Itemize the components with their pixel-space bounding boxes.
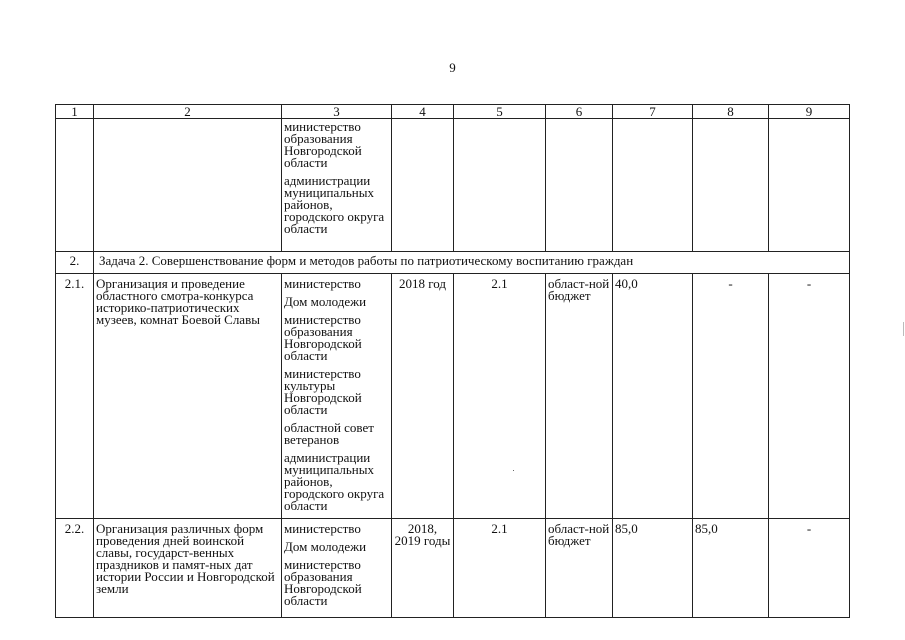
term-cell: 2018, 2019 годы bbox=[392, 519, 454, 618]
task-title bbox=[94, 252, 850, 274]
col-header: 2 bbox=[94, 105, 282, 119]
col-header: 4 bbox=[392, 105, 454, 119]
value-2019: 85,0 bbox=[693, 519, 769, 618]
executors-cell bbox=[282, 519, 392, 618]
value-2018: 40,0 bbox=[613, 274, 693, 519]
cell-empty bbox=[56, 119, 94, 252]
col-header: 8 bbox=[693, 105, 769, 119]
cell-empty bbox=[546, 119, 613, 252]
table-row bbox=[56, 274, 850, 519]
activity-name: Организация различных форм проведения дней воинской славы, государст-венных праздников и памят-ных дат истории России и Новгородской земли bbox=[94, 519, 282, 618]
cell-empty bbox=[613, 119, 693, 252]
target-cell: 2.1 bbox=[454, 519, 546, 618]
target-cell: 2.1 bbox=[454, 274, 546, 519]
table-row bbox=[56, 519, 850, 618]
program-table bbox=[55, 104, 850, 618]
executor: министерство образования Новгородской области bbox=[284, 119, 362, 170]
cell-empty bbox=[392, 119, 454, 252]
executor: министерство bbox=[284, 276, 361, 291]
source-cell: област-ной бюджет bbox=[546, 274, 613, 519]
value-2019: - bbox=[693, 274, 769, 519]
executor: министерство bbox=[284, 521, 361, 536]
row-number: 2.2. bbox=[56, 519, 94, 618]
cell-empty bbox=[693, 119, 769, 252]
col-header: 1 bbox=[56, 105, 94, 119]
activity-name: Организация и проведение областного смотра-конкурса историко-патриотических музеев, комнат Боевой Славы bbox=[94, 274, 282, 519]
task-row bbox=[56, 252, 850, 274]
cell-empty bbox=[94, 119, 282, 252]
header-row bbox=[56, 105, 850, 119]
executor: администрации муниципальных районов, городского округа области bbox=[284, 173, 385, 236]
scan-margin-mark bbox=[903, 322, 904, 336]
row-number: 2.1. bbox=[56, 274, 94, 519]
executor: министерство образования Новгородской области bbox=[284, 557, 362, 608]
cell-empty bbox=[454, 119, 546, 252]
executors-cell bbox=[282, 274, 392, 519]
executor: Дом молодежи bbox=[284, 294, 367, 309]
source-cell: област-ной бюджет bbox=[546, 519, 613, 618]
page-number: 9 bbox=[449, 60, 456, 75]
cell-empty bbox=[769, 119, 850, 252]
executor: министерство культуры Новгородской области bbox=[284, 366, 362, 417]
value-2020: - bbox=[769, 519, 850, 618]
col-header: 7 bbox=[613, 105, 693, 119]
task-number: 2. bbox=[56, 252, 94, 274]
table-row bbox=[56, 119, 850, 252]
col-header: 5 bbox=[454, 105, 546, 119]
value-2020: - bbox=[769, 274, 850, 519]
term-cell: 2018 год bbox=[392, 274, 454, 519]
value-2018: 85,0 bbox=[613, 519, 693, 618]
task-title-text: Задача 2. Совершенствование форм и методов работы по патриотическому воспитанию граждан bbox=[99, 253, 634, 268]
col-header: 3 bbox=[282, 105, 392, 119]
executor: администрации муниципальных районов, городского округа области bbox=[284, 450, 385, 513]
scan-dust-dot bbox=[513, 470, 514, 471]
executor: областной совет ветеранов bbox=[284, 420, 374, 447]
executors-cell bbox=[282, 119, 392, 252]
executor: министерство образования Новгородской области bbox=[284, 312, 362, 363]
executor: Дом молодежи bbox=[284, 539, 367, 554]
col-header: 6 bbox=[546, 105, 613, 119]
col-header: 9 bbox=[769, 105, 850, 119]
